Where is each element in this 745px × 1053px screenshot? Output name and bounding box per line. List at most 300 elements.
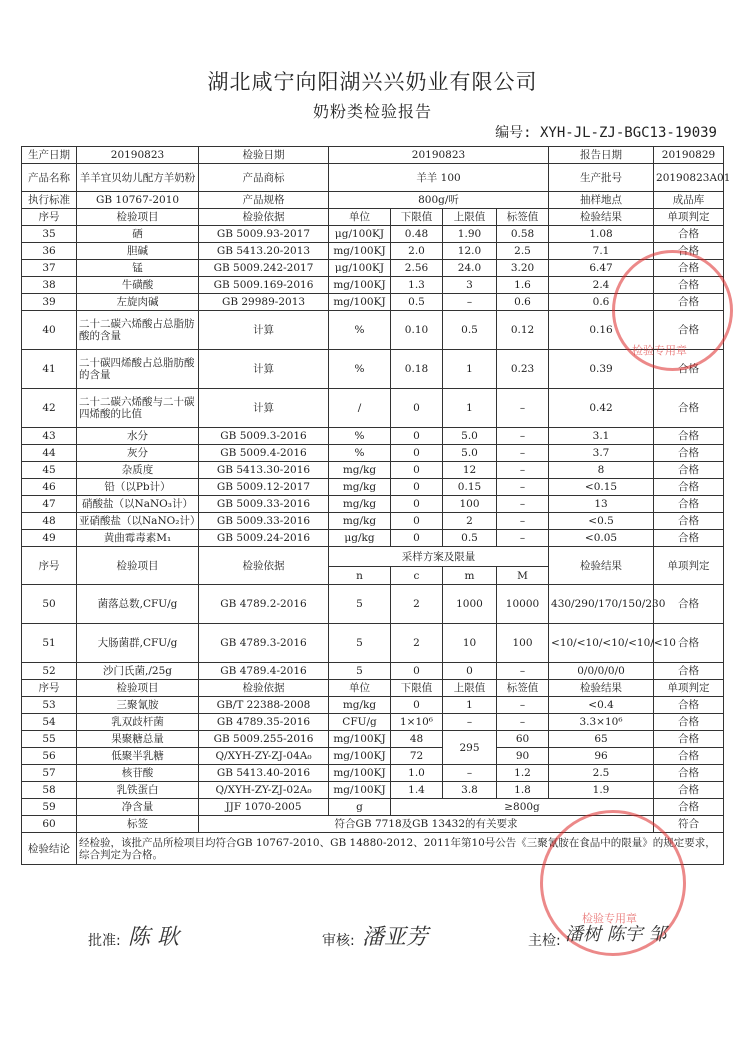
column-header: 检验结果 bbox=[549, 209, 654, 226]
table-cell: – bbox=[497, 389, 549, 428]
table-cell: <10/<10/<10/<10/<10 bbox=[549, 624, 654, 663]
table-cell: <0.4 bbox=[549, 697, 654, 714]
review-label: 审核: bbox=[322, 933, 355, 949]
table-cell: GB 5413.30-2016 bbox=[199, 462, 329, 479]
table-cell: 0.6 bbox=[549, 294, 654, 311]
table-cell: 2.0 bbox=[391, 243, 443, 260]
approve-signature: 陈 耿 bbox=[128, 925, 179, 950]
table-row bbox=[22, 226, 724, 243]
table-cell: 0.42 bbox=[549, 389, 654, 428]
table-row bbox=[22, 445, 724, 462]
table-cell: <0.05 bbox=[549, 530, 654, 547]
table-cell: 5 bbox=[329, 663, 391, 680]
signature-row bbox=[0, 920, 745, 960]
table-cell: 3.3×10⁶ bbox=[549, 714, 654, 731]
table-cell: 合格 bbox=[654, 389, 724, 428]
table-cell: 合格 bbox=[654, 799, 724, 816]
table-cell: CFU/g bbox=[329, 714, 391, 731]
table-cell: 合格 bbox=[654, 585, 724, 624]
table-cell: 2.5 bbox=[497, 243, 549, 260]
table-cell: GB 5009.33-2016 bbox=[199, 496, 329, 513]
table-cell: 35 bbox=[22, 226, 77, 243]
table-cell: mg/kg bbox=[329, 496, 391, 513]
table-cell: 47 bbox=[22, 496, 77, 513]
column-header: 检验结果 bbox=[549, 680, 654, 697]
product-name-label: 产品名称 bbox=[22, 164, 77, 192]
conclusion-text: 经检验，该批产品所检项目均符合GB 10767-2010、GB 14880-2012、2011年第10号公告《三聚氰胺在食品中的限量》的规定要求，综合判定为合格。 bbox=[77, 833, 724, 865]
table-cell: 60 bbox=[497, 731, 549, 748]
column-header: 检验结果 bbox=[549, 547, 654, 585]
table-row bbox=[22, 479, 724, 496]
approve-label: 批准: bbox=[88, 933, 121, 949]
table-cell: 合格 bbox=[654, 350, 724, 389]
inspect-signature: 潘树 陈宇 邹 bbox=[565, 924, 667, 945]
table-cell: 合格 bbox=[654, 624, 724, 663]
column-header: 检验依据 bbox=[199, 680, 329, 697]
seal-text-bottom: 检验专用章 bbox=[582, 912, 637, 925]
table-cell: 核苷酸 bbox=[77, 765, 199, 782]
table-cell: mg/100KJ bbox=[329, 277, 391, 294]
table-row bbox=[22, 294, 724, 311]
table-cell: % bbox=[329, 311, 391, 350]
table-cell: – bbox=[497, 530, 549, 547]
table-cell: 计算 bbox=[199, 350, 329, 389]
table-cell: 430/290/170/150/230 bbox=[549, 585, 654, 624]
table-cell: 0/0/0/0/0 bbox=[549, 663, 654, 680]
column-header: 检验项目 bbox=[77, 680, 199, 697]
table-cell: GB 5009.24-2016 bbox=[199, 530, 329, 547]
column-header: 检验依据 bbox=[199, 547, 329, 585]
table-cell: 100 bbox=[443, 496, 497, 513]
table-cell: 65 bbox=[549, 731, 654, 748]
table-cell: mg/kg bbox=[329, 462, 391, 479]
column-header: 单位 bbox=[329, 680, 391, 697]
brand-label: 产品商标 bbox=[199, 164, 329, 192]
table-cell: 合格 bbox=[654, 226, 724, 243]
table-cell: 沙门氏菌,/25g bbox=[77, 663, 199, 680]
table-cell: 0 bbox=[391, 389, 443, 428]
table-cell: 60 bbox=[22, 816, 77, 833]
table-cell: 合格 bbox=[654, 445, 724, 462]
company-name: 湖北咸宁向阳湖兴兴奶业有限公司 bbox=[207, 70, 538, 94]
column-header-row bbox=[22, 209, 724, 226]
table-cell: 水分 bbox=[77, 428, 199, 445]
table-cell: 符合GB 7718及GB 13432的有关要求 bbox=[199, 816, 654, 833]
table-cell: ≥800g bbox=[391, 799, 654, 816]
table-cell: 0 bbox=[391, 513, 443, 530]
table-cell: 胆碱 bbox=[77, 243, 199, 260]
table-cell: 合格 bbox=[654, 428, 724, 445]
table-cell: 合格 bbox=[654, 731, 724, 748]
table-cell: 43 bbox=[22, 428, 77, 445]
header-row-3 bbox=[22, 192, 724, 209]
table-cell: 53 bbox=[22, 697, 77, 714]
table-cell: mg/100KJ bbox=[329, 782, 391, 799]
table-cell: – bbox=[497, 513, 549, 530]
table-row bbox=[22, 816, 724, 833]
table-row bbox=[22, 389, 724, 428]
table-row bbox=[22, 277, 724, 294]
table-cell: % bbox=[329, 428, 391, 445]
table-cell: GB 5009.12-2017 bbox=[199, 479, 329, 496]
table-cell: 0.6 bbox=[497, 294, 549, 311]
table-cell: 45 bbox=[22, 462, 77, 479]
table-cell: 左旋肉碱 bbox=[77, 294, 199, 311]
table-cell: GB/T 22388-2008 bbox=[199, 697, 329, 714]
table-cell: 2 bbox=[391, 624, 443, 663]
table-cell: 24.0 bbox=[443, 260, 497, 277]
column-header: 检验项目 bbox=[77, 209, 199, 226]
table-cell: 72 bbox=[391, 748, 443, 765]
table-cell: 46 bbox=[22, 479, 77, 496]
table-cell: 1.08 bbox=[549, 226, 654, 243]
table-row bbox=[22, 765, 724, 782]
table-cell: 5 bbox=[329, 585, 391, 624]
table-row bbox=[22, 799, 724, 816]
table-cell: 12.0 bbox=[443, 243, 497, 260]
table-cell: 1.90 bbox=[443, 226, 497, 243]
table-row bbox=[22, 428, 724, 445]
table-cell: % bbox=[329, 350, 391, 389]
table-cell: 49 bbox=[22, 530, 77, 547]
table-cell: 0 bbox=[391, 479, 443, 496]
table-cell: 牛磺酸 bbox=[77, 277, 199, 294]
table-cell: 1.4 bbox=[391, 782, 443, 799]
table-cell: 0 bbox=[391, 496, 443, 513]
prod-date-label: 生产日期 bbox=[22, 147, 77, 164]
table-cell: 44 bbox=[22, 445, 77, 462]
table-row bbox=[22, 462, 724, 479]
sample-loc-label: 抽样地点 bbox=[549, 192, 654, 209]
table-cell: 铅（以Pb计） bbox=[77, 479, 199, 496]
table-cell: 0.39 bbox=[549, 350, 654, 389]
table-cell: 10000 bbox=[497, 585, 549, 624]
table-cell: 2.5 bbox=[549, 765, 654, 782]
table-cell: GB 4789.35-2016 bbox=[199, 714, 329, 731]
table-cell: 合格 bbox=[654, 765, 724, 782]
table-cell: mg/100KJ bbox=[329, 243, 391, 260]
table-cell: 1 bbox=[443, 350, 497, 389]
table-cell: Q/XYH-ZY-ZJ-04A₀ bbox=[199, 748, 329, 765]
table-cell: 合格 bbox=[654, 243, 724, 260]
column-header: 下限值 bbox=[391, 209, 443, 226]
table-row bbox=[22, 513, 724, 530]
table-cell: GB 5009.3-2016 bbox=[199, 428, 329, 445]
table-cell: – bbox=[497, 663, 549, 680]
product-name: 羊羊宜贝幼儿配方羊奶粉 bbox=[77, 164, 199, 192]
table-cell: 0 bbox=[391, 697, 443, 714]
table-cell: 2 bbox=[443, 513, 497, 530]
table-cell: GB 29989-2013 bbox=[199, 294, 329, 311]
table-cell: 0 bbox=[391, 445, 443, 462]
table-cell: mg/kg bbox=[329, 513, 391, 530]
column-header: c bbox=[391, 567, 443, 585]
table-cell: 0 bbox=[391, 462, 443, 479]
table-cell: 0 bbox=[391, 530, 443, 547]
table-cell: 51 bbox=[22, 624, 77, 663]
table-cell: 0.12 bbox=[497, 311, 549, 350]
column-header: 单项判定 bbox=[654, 209, 724, 226]
table-cell: 1×10⁶ bbox=[391, 714, 443, 731]
table-row bbox=[22, 350, 724, 389]
table-cell: g bbox=[329, 799, 391, 816]
table-cell: / bbox=[329, 389, 391, 428]
conclusion-row bbox=[22, 833, 724, 865]
table-cell: 黄曲霉毒素M₁ bbox=[77, 530, 199, 547]
column-header: 下限值 bbox=[391, 680, 443, 697]
table-cell: mg/kg bbox=[329, 697, 391, 714]
table-cell: 合格 bbox=[654, 479, 724, 496]
table-cell: μg/100KJ bbox=[329, 260, 391, 277]
table-cell: 41 bbox=[22, 350, 77, 389]
table-cell: 12 bbox=[443, 462, 497, 479]
table-cell: 0.5 bbox=[443, 530, 497, 547]
table-cell: 乳铁蛋白 bbox=[77, 782, 199, 799]
table-cell: μg/kg bbox=[329, 530, 391, 547]
spec: 800g/听 bbox=[329, 192, 549, 209]
table-cell: 7.1 bbox=[549, 243, 654, 260]
prod-date: 20190823 bbox=[77, 147, 199, 164]
table-cell: 3.20 bbox=[497, 260, 549, 277]
spec-label: 产品规格 bbox=[199, 192, 329, 209]
table-cell: 1000 bbox=[443, 585, 497, 624]
table-cell: 合格 bbox=[654, 782, 724, 799]
column-header: 单项判定 bbox=[654, 547, 724, 585]
table-cell: 计算 bbox=[199, 311, 329, 350]
table-cell: JJF 1070-2005 bbox=[199, 799, 329, 816]
document-number: 编号: XYH-JL-ZJ-BGC13-19039 bbox=[495, 125, 717, 141]
table-cell: 合格 bbox=[654, 294, 724, 311]
table-cell: GB 4789.4-2016 bbox=[199, 663, 329, 680]
table-cell: 二十二碳六烯酸与二十碳四烯酸的比值 bbox=[77, 389, 199, 428]
table-row bbox=[22, 243, 724, 260]
table-cell: 39 bbox=[22, 294, 77, 311]
table-row bbox=[22, 585, 724, 624]
column-header-row-2 bbox=[22, 680, 724, 697]
table-cell: 10 bbox=[443, 624, 497, 663]
table-cell: 42 bbox=[22, 389, 77, 428]
table-cell: 3.8 bbox=[443, 782, 497, 799]
table-cell: 57 bbox=[22, 765, 77, 782]
table-cell: 100 bbox=[497, 624, 549, 663]
test-date: 20190823 bbox=[329, 147, 549, 164]
table-cell: 55 bbox=[22, 731, 77, 748]
table-cell: GB 5009.169-2016 bbox=[199, 277, 329, 294]
table-cell: 2 bbox=[391, 585, 443, 624]
table-row bbox=[22, 697, 724, 714]
table-cell: 0.5 bbox=[391, 294, 443, 311]
table-cell: GB 5413.20-2013 bbox=[199, 243, 329, 260]
table-cell: 合格 bbox=[654, 748, 724, 765]
table-row bbox=[22, 311, 724, 350]
table-row bbox=[22, 260, 724, 277]
table-cell: 0.18 bbox=[391, 350, 443, 389]
sample-loc: 成品库 bbox=[654, 192, 724, 209]
column-header: 检验依据 bbox=[199, 209, 329, 226]
table-cell: 1.0 bbox=[391, 765, 443, 782]
table-cell: 52 bbox=[22, 663, 77, 680]
column-header: 标签值 bbox=[497, 680, 549, 697]
table-cell: 0 bbox=[391, 428, 443, 445]
table-row bbox=[22, 782, 724, 799]
table-cell: 5.0 bbox=[443, 445, 497, 462]
header-row-2 bbox=[22, 164, 724, 192]
table-cell: 3.7 bbox=[549, 445, 654, 462]
table-cell: 杂质度 bbox=[77, 462, 199, 479]
table-cell: 1.8 bbox=[497, 782, 549, 799]
table-cell: 合格 bbox=[654, 513, 724, 530]
table-cell: 2.4 bbox=[549, 277, 654, 294]
table-cell: 3 bbox=[443, 277, 497, 294]
standard-label: 执行标准 bbox=[22, 192, 77, 209]
table-cell: 3.1 bbox=[549, 428, 654, 445]
table-cell: mg/100KJ bbox=[329, 294, 391, 311]
column-header: 采样方案及限量 bbox=[329, 547, 549, 567]
brand: 羊羊 100 bbox=[329, 164, 549, 192]
table-cell: 96 bbox=[549, 748, 654, 765]
table-cell: 合格 bbox=[654, 530, 724, 547]
table-cell: 2.56 bbox=[391, 260, 443, 277]
table-cell: 合格 bbox=[654, 462, 724, 479]
table-cell: 符合 bbox=[654, 816, 724, 833]
test-date-label: 检验日期 bbox=[199, 147, 329, 164]
table-row bbox=[22, 731, 724, 748]
table-cell: GB 5009.93-2017 bbox=[199, 226, 329, 243]
table-cell: 合格 bbox=[654, 311, 724, 350]
table-cell: Q/XYH-ZY-ZJ-02A₀ bbox=[199, 782, 329, 799]
table-cell: – bbox=[497, 496, 549, 513]
table-cell: mg/100KJ bbox=[329, 765, 391, 782]
table-cell: 1.2 bbox=[497, 765, 549, 782]
table-cell: 硝酸盐（以NaNO₃计） bbox=[77, 496, 199, 513]
table-cell: 合格 bbox=[654, 697, 724, 714]
table-cell: 0 bbox=[443, 663, 497, 680]
table-cell: 硒 bbox=[77, 226, 199, 243]
table-row bbox=[22, 530, 724, 547]
table-cell: mg/100KJ bbox=[329, 731, 391, 748]
column-header: m bbox=[443, 567, 497, 585]
standard: GB 10767-2010 bbox=[77, 192, 199, 209]
table-cell: 37 bbox=[22, 260, 77, 277]
table-cell: – bbox=[497, 462, 549, 479]
table-cell: 1 bbox=[443, 697, 497, 714]
table-cell: <0.5 bbox=[549, 513, 654, 530]
table-cell: – bbox=[497, 428, 549, 445]
report-title: 奶粉类检验报告 bbox=[312, 102, 432, 121]
table-cell: 合格 bbox=[654, 663, 724, 680]
inspect-label: 主检: bbox=[528, 933, 561, 949]
table-cell: GB 5413.40-2016 bbox=[199, 765, 329, 782]
table-cell: – bbox=[497, 714, 549, 731]
table-cell: 大肠菌群,CFU/g bbox=[77, 624, 199, 663]
table-cell: 5.0 bbox=[443, 428, 497, 445]
table-cell: 13 bbox=[549, 496, 654, 513]
report-table bbox=[21, 146, 731, 865]
table-row bbox=[22, 624, 724, 663]
table-cell: 低聚半乳糖 bbox=[77, 748, 199, 765]
table-cell: 56 bbox=[22, 748, 77, 765]
table-cell: 锰 bbox=[77, 260, 199, 277]
table-cell: 36 bbox=[22, 243, 77, 260]
table-cell: mg/kg bbox=[329, 479, 391, 496]
table-cell: 0.16 bbox=[549, 311, 654, 350]
column-header: 单项判定 bbox=[654, 680, 724, 697]
table-cell: 50 bbox=[22, 585, 77, 624]
table-cell: μg/100KJ bbox=[329, 226, 391, 243]
table-cell: % bbox=[329, 445, 391, 462]
table-row bbox=[22, 496, 724, 513]
table-cell: – bbox=[443, 714, 497, 731]
table-cell: 1.3 bbox=[391, 277, 443, 294]
batch: 20190823A01 bbox=[654, 164, 724, 192]
review-signature: 潘亚芳 bbox=[362, 925, 429, 950]
column-header: 序号 bbox=[22, 547, 77, 585]
table-cell: 合格 bbox=[654, 260, 724, 277]
table-cell: 菌落总数,CFU/g bbox=[77, 585, 199, 624]
table-row bbox=[22, 714, 724, 731]
table-cell: 295 bbox=[443, 731, 497, 765]
table-cell: – bbox=[497, 445, 549, 462]
table-cell: 二十二碳六烯酸占总脂肪酸的含量 bbox=[77, 311, 199, 350]
table-cell: 三聚氰胺 bbox=[77, 697, 199, 714]
table-cell: 5 bbox=[329, 624, 391, 663]
table-cell: 0.5 bbox=[443, 311, 497, 350]
table-cell: 合格 bbox=[654, 714, 724, 731]
table-cell: 54 bbox=[22, 714, 77, 731]
table-cell: mg/100KJ bbox=[329, 748, 391, 765]
column-header: n bbox=[329, 567, 391, 585]
report-date: 20190829 bbox=[654, 147, 724, 164]
column-header: 标签值 bbox=[497, 209, 549, 226]
conclusion-label: 检验结论 bbox=[22, 833, 77, 865]
seal-text-top: 检验专用章 bbox=[632, 344, 687, 357]
table-cell: 0.10 bbox=[391, 311, 443, 350]
table-cell: GB 5009.255-2016 bbox=[199, 731, 329, 748]
column-header: 序号 bbox=[22, 209, 77, 226]
table-cell: 48 bbox=[22, 513, 77, 530]
table-cell: – bbox=[497, 479, 549, 496]
table-cell: 1 bbox=[443, 389, 497, 428]
header-row-1 bbox=[22, 147, 724, 164]
column-header: 上限值 bbox=[443, 680, 497, 697]
table-cell: 90 bbox=[497, 748, 549, 765]
table-cell: 亚硝酸盐（以NaNO₂计） bbox=[77, 513, 199, 530]
table-cell: 6.47 bbox=[549, 260, 654, 277]
micro-header-row bbox=[22, 547, 724, 567]
table-cell: GB 4789.2-2016 bbox=[199, 585, 329, 624]
table-cell: GB 5009.242-2017 bbox=[199, 260, 329, 277]
table-cell: – bbox=[443, 765, 497, 782]
table-cell: 计算 bbox=[199, 389, 329, 428]
table-cell: 40 bbox=[22, 311, 77, 350]
table-cell: 0 bbox=[391, 663, 443, 680]
table-cell: 1.6 bbox=[497, 277, 549, 294]
column-header: 检验项目 bbox=[77, 547, 199, 585]
column-header: 单位 bbox=[329, 209, 391, 226]
table-cell: 二十碳四烯酸占总脂肪酸的含量 bbox=[77, 350, 199, 389]
table-cell: 1.9 bbox=[549, 782, 654, 799]
table-cell: 0.48 bbox=[391, 226, 443, 243]
table-cell: 乳双歧杆菌 bbox=[77, 714, 199, 731]
table-cell: 灰分 bbox=[77, 445, 199, 462]
table-row bbox=[22, 663, 724, 680]
table-cell: 净含量 bbox=[77, 799, 199, 816]
table-cell: 0.23 bbox=[497, 350, 549, 389]
batch-label: 生产批号 bbox=[549, 164, 654, 192]
table-cell: 0.58 bbox=[497, 226, 549, 243]
table-cell: 合格 bbox=[654, 277, 724, 294]
table-cell: – bbox=[443, 294, 497, 311]
